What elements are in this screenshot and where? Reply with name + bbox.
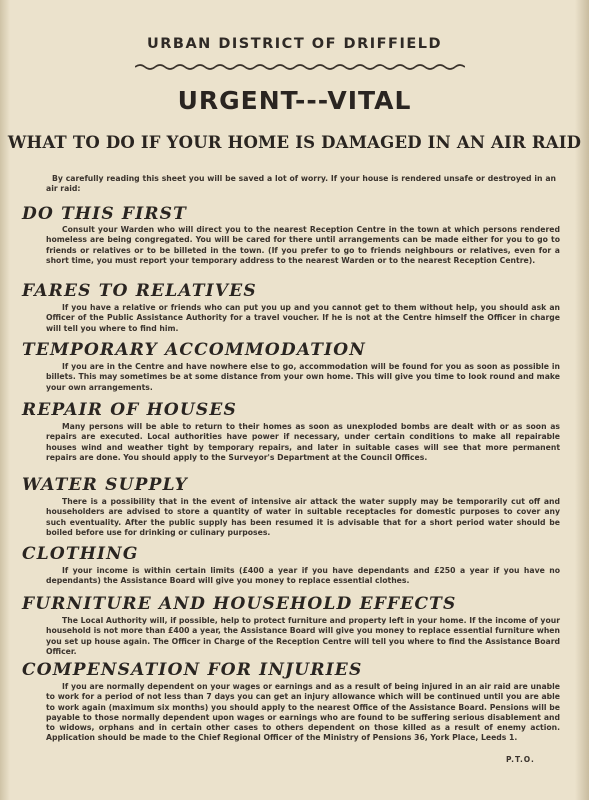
- body-compensation-for-injuries: If you are normally dependent on your wages or earnings and as a result of being injured in an air raid are unable to work for a period of not less than 7 days you can get an injury allowance which will be continued until you are able to work again (maximum six months) you should apply to the nearest Office of the Assistance Board. Pensions will be payable to those normally dependent upon wages or earnings who are found to be suffering serious disablement and to widows, orphans and in certain other cases to others dependent on those killed as a result of enemy action. Application should be made to the Chief Regional Officer of the Ministry of Pensions 36, York Place, Leeds 1.: [46, 682, 560, 743]
- heading-do-this-first: DO THIS FIRST: [22, 204, 188, 224]
- heading-temporary-accommodation: TEMPORARY ACCOMMODATION: [22, 340, 367, 360]
- heading-water-supply: WATER SUPPLY: [22, 475, 188, 495]
- heading-fares-to-relatives: FARES TO RELATIVES: [22, 281, 257, 301]
- body-fares-to-relatives: If you have a relative or friends who can put you up and you cannot get to them without help, you should ask an Officer of the Public Assistance Authority for a travel voucher. If he is not at the Centre himself the Officer in charge will tell you where to find him.: [46, 303, 560, 333]
- body-clothing: If your income is within certain limits (£400 a year if you have dependants and £250 a year if you have no dependants) the Assistance Board will give you money to replace essential clothes.: [46, 566, 560, 586]
- heading-repair-of-houses: REPAIR OF HOUSES: [22, 400, 238, 420]
- heading-compensation-for-injuries: COMPENSATION FOR INJURIES: [22, 660, 363, 680]
- body-temporary-accommodation: If you are in the Centre and have nowhere else to go, accommodation will be found for you as soon as possible in billets. This may sometimes be at some distance from your own home. This will give you time to look round and make your own arrangements.: [46, 362, 560, 392]
- district-title: URBAN DISTRICT OF DRIFFIELD: [146, 36, 443, 52]
- main-subtitle: WHAT TO DO IF YOUR HOME IS DAMAGED IN AN AIR RAID: [7, 133, 582, 152]
- body-repair-of-houses: Many persons will be able to return to their homes as soon as unexploded bombs are dealt with or as soon as repairs are executed. Local authorities have power if necessary, under certain conditions to make all repairable houses wind and weather tight by temporary repairs, and later in suitable cases will see that more permanent repairs are done. You should apply to the Surveyor's Department at the Council Offices.: [46, 422, 560, 462]
- body-do-this-first: Consult your Warden who will direct you to the nearest Reception Centre in the town at which persons rendered homeless are being congregated. You will be cared for there until arrangements can be made either for you to go to friends or relatives or to be billeted in the town. (If you prefer to go to friends neighbours or relatives, even for a short time, you must report your temporary address to the nearest Warden or to the nearest Reception Centre).: [46, 225, 560, 265]
- pto-label: P.T.O.: [506, 755, 535, 764]
- ornamental-wave-rule: [135, 62, 465, 72]
- paper-edge-right: [575, 0, 589, 800]
- paper-edge-left: [0, 0, 10, 800]
- intro-text: By carefully reading this sheet you will be saved a lot of worry. If your house is rendered unsafe or destroyed in an air raid:: [46, 174, 556, 194]
- heading-clothing: CLOTHING: [22, 544, 139, 564]
- heading-furniture-and-household-effects: FURNITURE AND HOUSEHOLD EFFECTS: [22, 594, 457, 614]
- urgent-heading: URGENT---VITAL: [177, 86, 412, 115]
- body-water-supply: There is a possibility that in the event of intensive air attack the water supply may be temporarily cut off and householders are advised to store a quantity of water in suitable receptacles for domestic purposes to cover any such eventuality. After the public supply has been resumed it is advisable that for a short period water should be boiled before use for drinking or culinary purposes.: [46, 497, 560, 537]
- body-furniture-and-household-effects: The Local Authority will, if possible, help to protect furniture and property left in your home. If the income of your household is not more than £400 a year, the Assistance Board will give you money to replace essential furniture when you set up house again. The Officer in Charge of the Reception Centre will tell you where to find the Assistance Board Officer.: [46, 616, 560, 656]
